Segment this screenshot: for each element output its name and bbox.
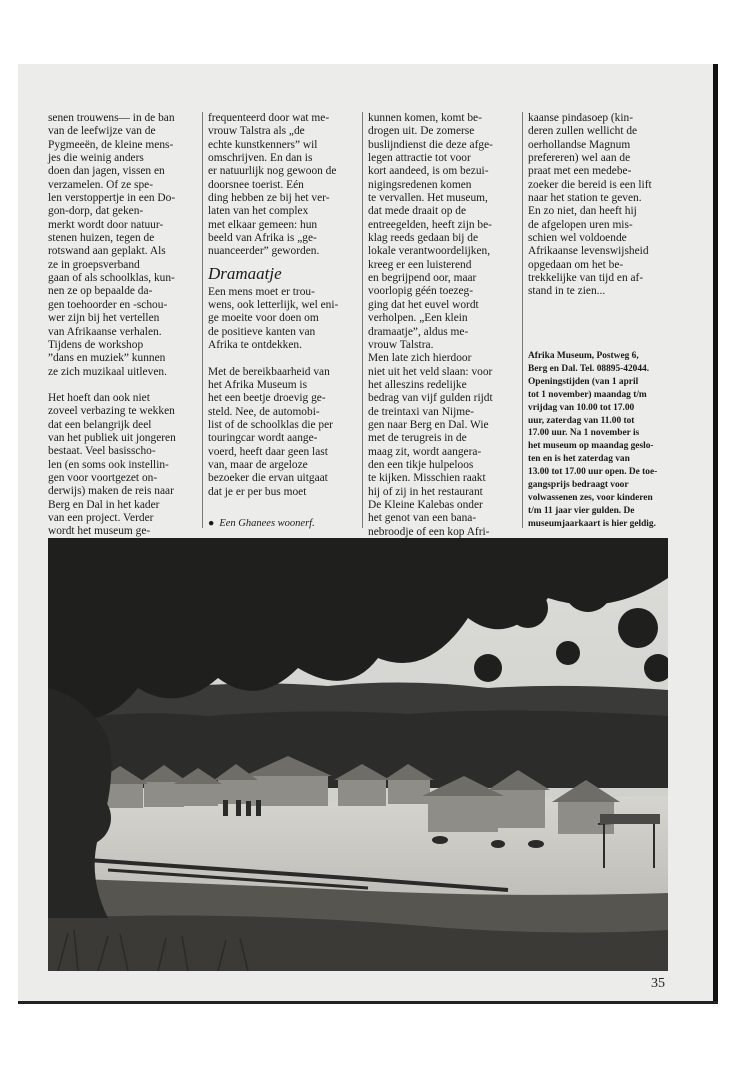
- column-rule: [362, 112, 363, 528]
- museum-info-box: Afrika Museum, Postweg 6, Berg en Dal. Tel. 08895-42044. Openingstijden (van 1 april tot 1 november) maandag t/m vrijdag van 10.00 tot 17.00 uur, zaterdag van 11.00 tot 17.00 uur. Na 1 november is het museum op maandag geslo- ten en is het zaterdag van 13.00 tot 17.00 uur open. De toe- gangsprijs bedraagt voor volwassenen zes, voor kinderen t/m 11 jaar vier gulden. De museumjaarkaart is hier geldig.: [528, 351, 658, 529]
- caption-text: Een Ghanees woonerf.: [219, 517, 315, 529]
- article-column-1: [48, 112, 196, 539]
- article-column-4: [528, 112, 670, 299]
- section-heading: Dramaatje: [208, 263, 282, 283]
- paragraph: frequenteerd door wat me- vrouw Talstra als „de echte kunstkenners” wil omschrijven. En dan is er natuurlijk nog gewoon de doorsnee toerist. Eén ding hebben ze bij het ver- laten van het complex met elkaar gemeen: hun beeld van Afrika is „ge- nuanceerder” geworden.: [208, 112, 337, 258]
- paragraph: Met de bereikbaarheid van het Afrika Museum is het een beetje droevig ge- steld. Nee, de automobi- list of de schoolklas die per touringcar wordt aange- voerd, heeft daar geen last van, maar de argeloze bezoeker die ervan uitgaat dat je er per bus moet: [208, 365, 333, 498]
- paragraph: kaanse pindasoep (kin- deren zullen wellicht de oerhollandse Magnum prefereren) wel aan de praat met een medebe- zoeker die bereid is een lift naar het station te geven. En zo niet, dan heeft hij de afgelopen uren mis- schien wel voldoende Afrikaanse levenswijsheid opgedaan om het be- trekkelijke van tijd en af- stand in te zien...: [528, 112, 652, 298]
- paragraph: Het hoeft dan ook niet zoveel verbazing te wekken dat een belangrijk deel van het publiek uit jongeren bestaat. Veel basisscho- len (en soms ook instellin- gen voor voortgezet on- derwijs) maken de reis naar Berg en Dal in het kader van een project. Verder wordt het museum ge-: [48, 391, 176, 538]
- page-edge-shadow: [713, 64, 718, 1004]
- paragraph: Een mens moet er trou- wens, ook letterlijk, wel eni- ge moeite voor doen om de positieve kanten van Afrika te ontdekken.: [208, 285, 339, 352]
- paragraph: senen trouwens— in de ban van de leefwijze van de Pygmeeën, de kleine mens- jes die weinig anders doen dan jagen, vissen en verzamelen. Of ze spe- len verstoppertje in een Do- gon-dorp, dat geken- merkt wordt door natuur- stenen huizen, tegen de rotswand aan geplakt. Als ze in groepsverband gaan of als schoolklas, kun- nen ze op bepaalde da- gen toehoorder en -schou- wer zijn bij het vertellen van Afrikaanse verhalen. Tijdens de workshop ”dans en muziek” kunnen ze zich muzikaal uitleven.: [48, 112, 176, 378]
- paragraph: kunnen komen, komt be- drogen uit. De zomerse buslijndienst die deze afge- legen attractie tot voor kort aandeed, is om bezui- nigingsredenen komen te vervallen. Het museum, dat mede draait op de entreegelden, heeft zijn be- klag reeds gedaan bij de lokale verantwoordelijken, kreeg er een luisterend en begrijpend oor, maar voorlopig géén toezeg- ging dat het euvel wordt verholpen. „Een klein dramaatje”, aldus me- vrouw Talstra. Men late zich hierdoor niet uit het veld slaan: voor het alleszins redelijke bedrag van vijf gulden rijdt de treintaxi van Nijme- gen naar Berg en Dal. Wie met de terugreis in de maag zit, wordt aangera- den een tikje hulpeloos te kijken. Misschien raakt hij of zij in het restaurant De Kleine Kalebas onder het genot van een bana- nebroodje of een kop Afri-: [368, 112, 493, 538]
- article-column-3: [368, 112, 520, 539]
- photo-caption: [208, 517, 360, 530]
- page-bottom-edge: [18, 1001, 718, 1004]
- column-rule: [202, 112, 203, 528]
- caption-bullet: ●: [208, 517, 215, 529]
- page-number: 35: [651, 976, 665, 991]
- photo-image: [48, 538, 668, 971]
- column-rule: [522, 112, 523, 528]
- article-column-2: [208, 112, 360, 530]
- photo-ghanaian-compound: [48, 538, 668, 971]
